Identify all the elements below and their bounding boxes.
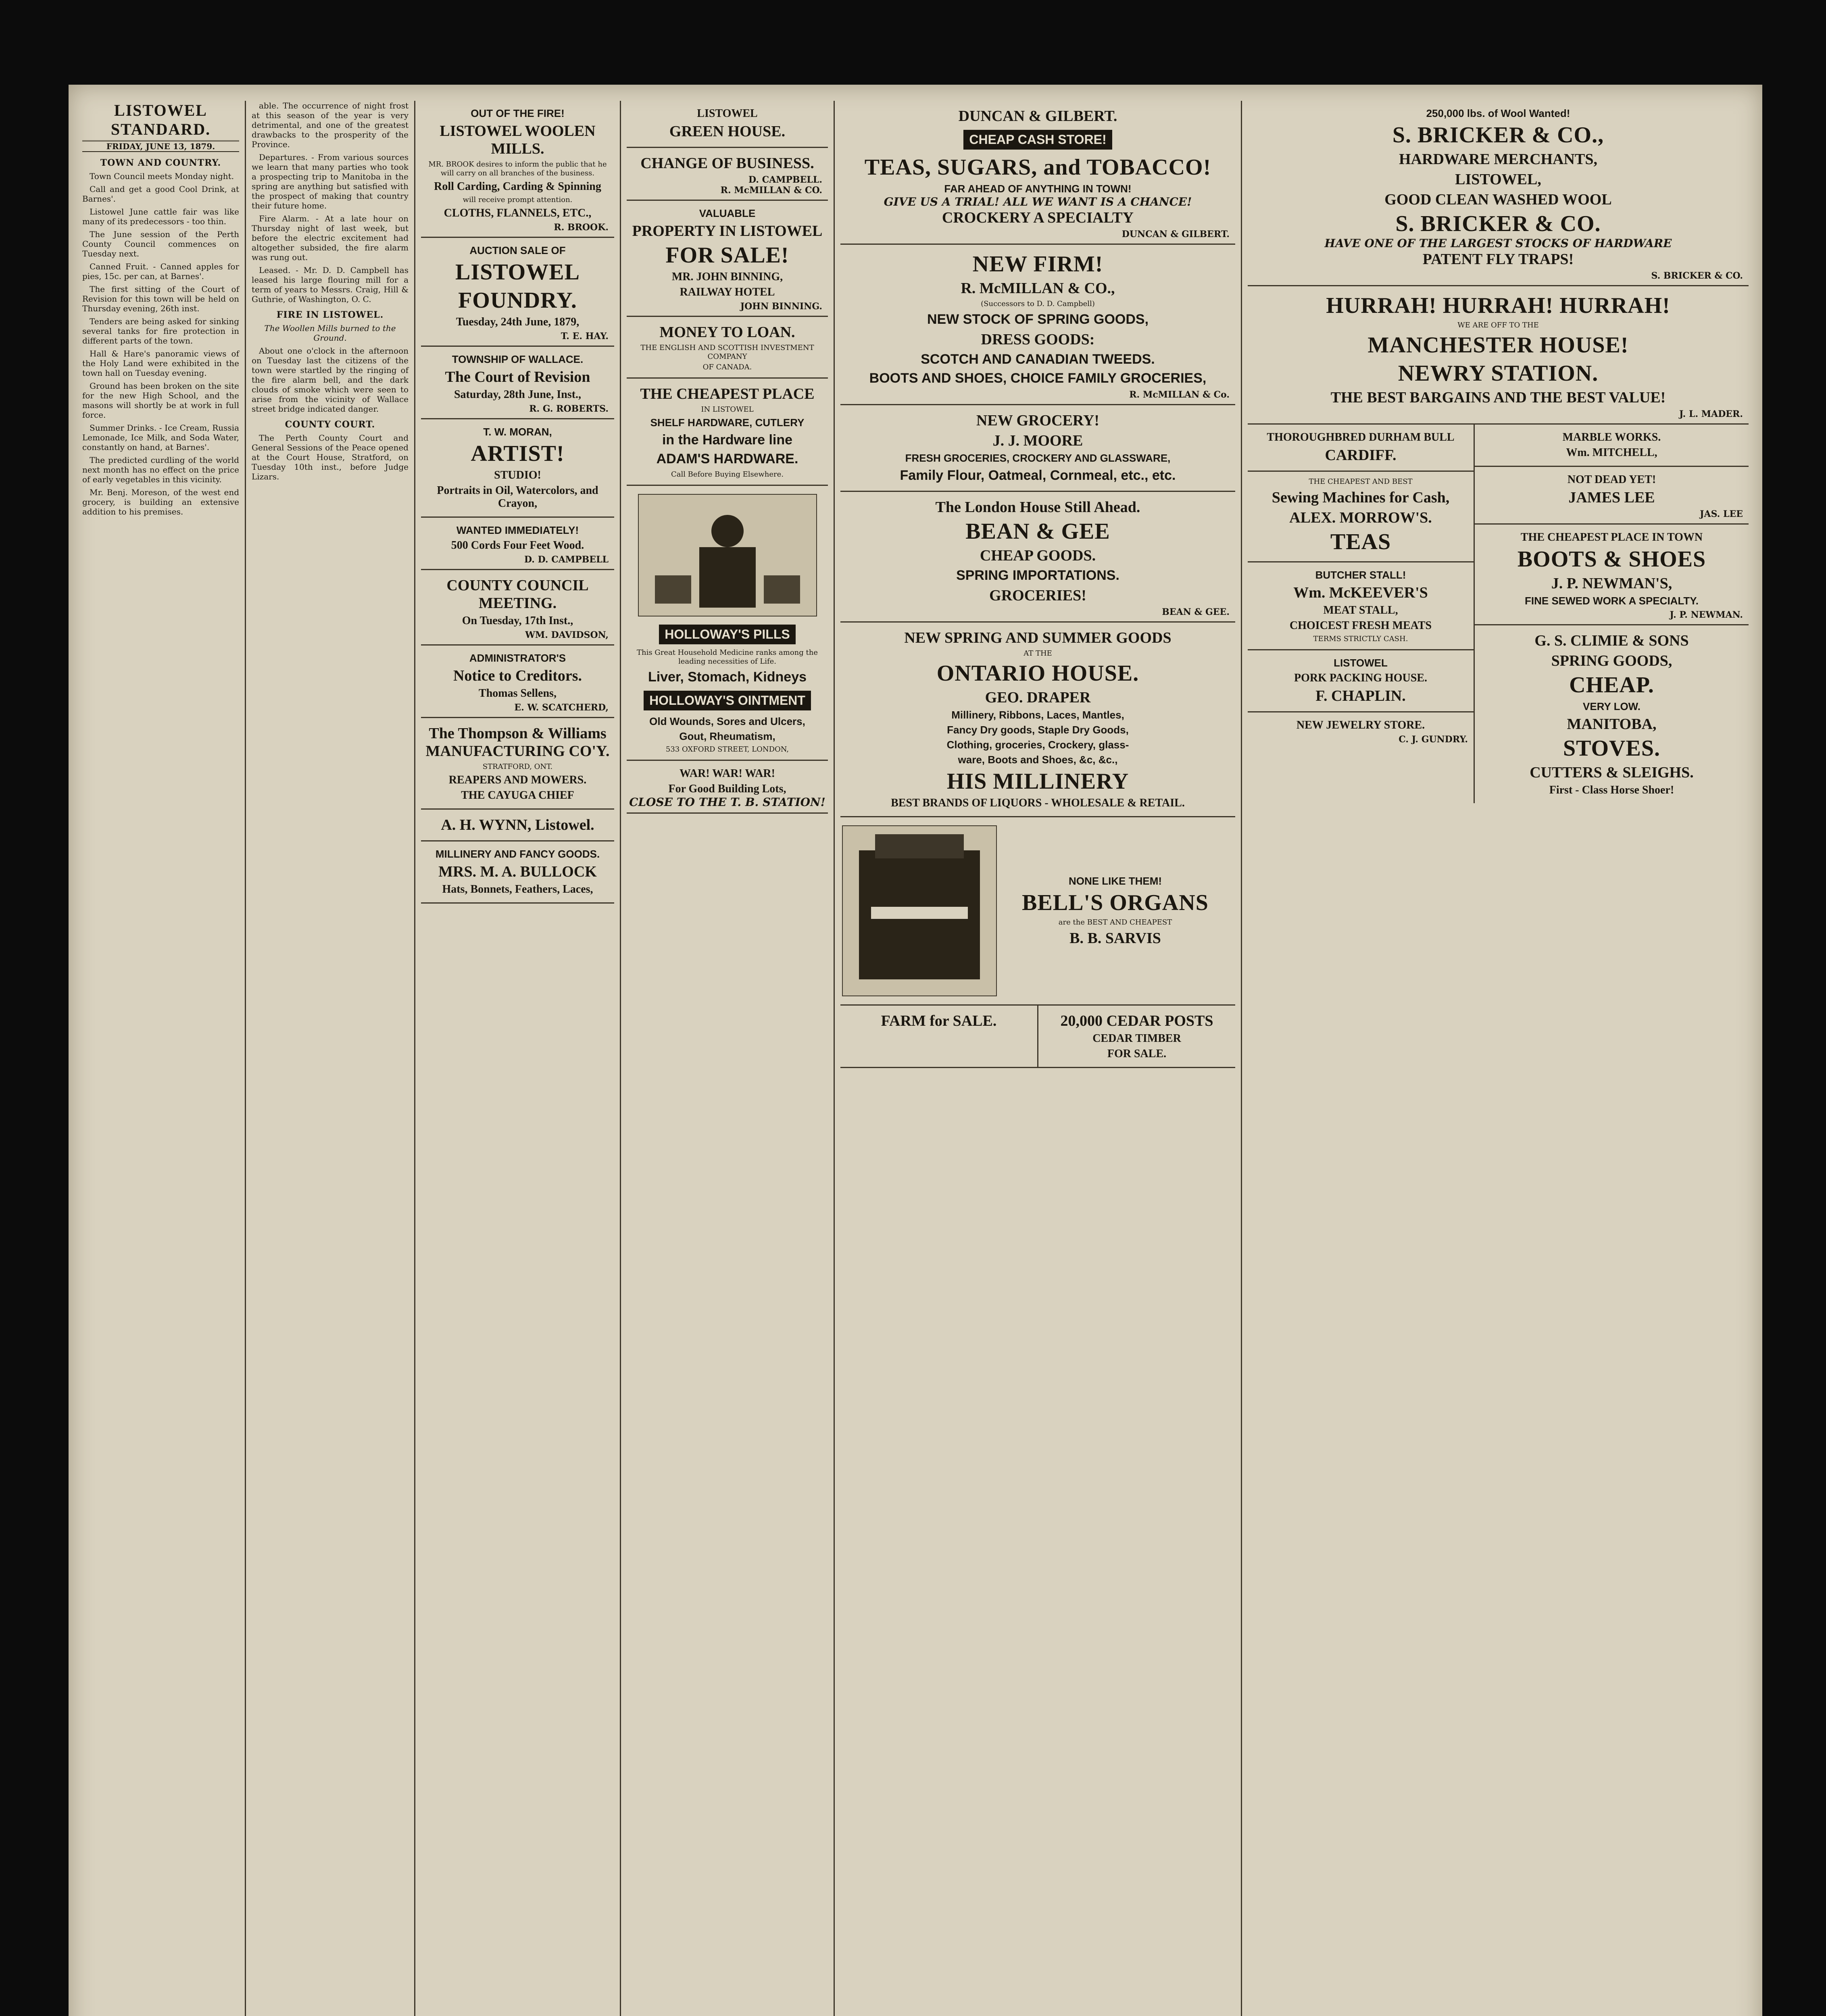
ad-title: 500 Cords Four Feet Wood. xyxy=(451,539,584,552)
ad-name: J. J. MOORE xyxy=(992,432,1083,449)
ad-title: The London House Still Ahead. xyxy=(935,499,1140,516)
ad-subtitle: BOOTS & SHOES xyxy=(1517,547,1706,572)
ad-text: NEW STOCK OF SPRING GOODS, xyxy=(927,312,1149,327)
ad-signature: D. D. CAMPBELL xyxy=(524,554,609,565)
ad-new-grocery xyxy=(840,405,1235,492)
news-paragraph: Departures. - From various sources we learn that many parties who took a prospecting trip to Manitoba in the spring are anything but satisfied with the prospect of making that country their future home. xyxy=(252,152,409,210)
ad-subtitle: FOR SALE. xyxy=(1107,1048,1167,1060)
ad-title: BELL'S ORGANS xyxy=(1022,890,1209,915)
ad-foundry xyxy=(421,238,614,347)
ad-text: CLOSE TO THE T. B. STATION! xyxy=(629,796,825,809)
ad-farm-sale xyxy=(840,1006,1038,1068)
ad-subtitle: REAPERS AND MOWERS. xyxy=(448,774,587,786)
ad-title: NEW GROCERY! xyxy=(976,412,1100,429)
ad-title: LISTOWEL xyxy=(697,107,758,120)
news-paragraph: Summer Drinks. - Ice Cream, Russia Lemonade, Ice Milk, and Soda Water, constantly on hand, at Barnes'. xyxy=(82,423,239,452)
ad-not-dead-yet xyxy=(1475,467,1749,525)
ad-climie xyxy=(1475,625,1749,803)
ad-title: HURRAH! HURRAH! HURRAH! xyxy=(1326,293,1670,318)
ad-pork-packing xyxy=(1248,650,1474,712)
ad-subtitle: HIS MILLINERY xyxy=(946,769,1129,794)
ad-woolen-mills xyxy=(421,101,614,238)
ad-london-house xyxy=(840,492,1235,623)
ad-subtitle: ONTARIO HOUSE. xyxy=(936,661,1139,686)
ad-title: The Thompson & Williams MANUFACTURING CO'Y. xyxy=(425,725,610,760)
ad-subtitle: FOR SALE! xyxy=(665,243,789,268)
ad-signature: J. P. NEWMAN. xyxy=(1670,610,1743,620)
ad-date: Tuesday, 24th June, 1879, xyxy=(456,316,579,328)
ad-signature: BEAN & GEE. xyxy=(1162,607,1230,617)
ad-subtitle: CLOTHS, FLANNELS, ETC., xyxy=(444,207,592,219)
ad-title: NEW SPRING AND SUMMER GOODS xyxy=(904,629,1171,646)
ad-text: ware, Boots and Shoes, &c, &c., xyxy=(958,754,1118,766)
news-paragraph: The first sitting of the Court of Revision for this town will be held on Thursday evening, 26th inst. xyxy=(82,284,239,313)
ad-text: MR. BROOK desires to inform the public that he will carry on all branches of the business. xyxy=(428,160,607,177)
ad-signature: R. McMILLAN & CO. xyxy=(720,185,822,196)
fire-subheading: The Woollen Mills burned to the Ground. xyxy=(264,323,396,343)
ad-text: SHELF HARDWARE, CUTLERY xyxy=(650,417,805,429)
ad-title: THE CHEAPEST PLACE IN TOWN xyxy=(1520,531,1703,544)
news-paragraph: Tenders are being asked for sinking several tanks for fire protection in different parts of the town. xyxy=(82,317,239,346)
ad-title: MEAT STALL, xyxy=(1323,604,1398,616)
ad-kicker: LISTOWEL xyxy=(1334,657,1388,669)
ad-title: 20,000 CEDAR POSTS xyxy=(1060,1012,1213,1029)
ad-title: FARM for SALE. xyxy=(881,1012,997,1029)
ad-title: A. H. WYNN, Listowel. xyxy=(441,816,594,833)
news-paragraph: The predicted curdling of the world next month has no effect on the price of early vegetables in this vicinity. xyxy=(82,455,239,484)
ad-signature: J. L. MADER. xyxy=(1679,409,1743,419)
ad-title: NEW FIRM! xyxy=(972,252,1103,277)
ad-title: G. S. CLIMIE & SONS xyxy=(1534,632,1689,649)
ad-signature: WM. DAVIDSON, xyxy=(525,630,609,640)
news-paragraph: able. The occurrence of night frost at this season of the year is very detrimental, and one of the greatest drawbacks to the prosperity of the Province. xyxy=(252,101,409,149)
ad-title: THOROUGHBRED DURHAM BULL xyxy=(1267,431,1455,444)
ad-butcher-stall xyxy=(1248,562,1474,650)
ad-text: SPRING IMPORTATIONS. xyxy=(956,568,1119,583)
news-paragraph: Mr. Benj. Moreson, of the west end grocery, is building an extensive addition to his premises. xyxy=(82,487,239,516)
ad-subtitle: CHEAP GOODS. xyxy=(980,547,1096,564)
ad-subtitle: TEAS, SUGARS, and TOBACCO! xyxy=(864,155,1211,180)
ad-subtitle: CHEAP. xyxy=(1569,673,1654,698)
ad-subtitle: CUTTERS & SLEIGHS. xyxy=(1530,764,1694,781)
ad-title: S. BRICKER & CO., xyxy=(1392,123,1604,148)
ad-name: MR. JOHN BINNING, xyxy=(671,271,783,283)
ad-text: FINE SEWED WORK A SPECIALTY. xyxy=(1525,595,1699,607)
ad-text: STRATFORD, ONT. xyxy=(482,762,553,771)
ad-subtitle: DRESS GOODS: xyxy=(981,331,1095,348)
ad-signature: R. G. ROBERTS. xyxy=(529,404,609,414)
ad-text: IN LISTOWEL xyxy=(701,405,754,414)
news-paragraph: Canned Fruit. - Canned apples for pies, 15c. per can, at Barnes'. xyxy=(82,262,239,281)
ad-money-loan xyxy=(627,317,828,379)
ad-signature: S. BRICKER & CO. xyxy=(1651,271,1743,281)
ad-war xyxy=(627,761,828,814)
ad-title: NOT DEAD YET! xyxy=(1567,473,1656,486)
news-paragraph: Hall & Hare's panoramic views of the Holy Land were exhibited in the town hall on Tuesday evening. xyxy=(82,349,239,378)
ad-title: MONEY TO LOAN. xyxy=(659,324,795,341)
ad-text: SCOTCH AND CANADIAN TWEEDS. xyxy=(921,352,1155,367)
ad-kicker: NONE LIKE THEM! xyxy=(1068,875,1162,887)
news-paragraph: Call and get a good Cool Drink, at Barnes'. xyxy=(82,184,239,204)
ad-subtitle: BEST BRANDS OF LIQUORS - WHOLESALE & RETAIL. xyxy=(891,797,1185,809)
ad-bricker xyxy=(1248,101,1749,286)
court-heading: COUNTY COURT. xyxy=(285,419,375,430)
organ-illustration xyxy=(842,825,997,996)
column-5 xyxy=(835,101,1242,2016)
ad-kicker: 250,000 lbs. of Wool Wanted! xyxy=(1426,107,1570,119)
ad-text: WE ARE OFF TO THE xyxy=(1457,321,1539,329)
ad-text: FRESH GROCERIES, CROCKERY AND GLASSWARE, xyxy=(905,452,1171,464)
ad-name: B. B. SARVIS xyxy=(1069,929,1161,947)
ad-text: FAR AHEAD OF ANYTHING IN TOWN! xyxy=(944,183,1132,195)
ad-text: Gout, Rheumatism, xyxy=(679,730,775,742)
ad-text: in the Hardware line xyxy=(662,432,793,448)
ad-jewelry-store xyxy=(1248,712,1474,749)
ad-text: THE ENGLISH AND SCOTTISH INVESTMENT COMPANY xyxy=(640,344,814,361)
ad-county-council xyxy=(421,570,614,646)
ad-kicker: VALUABLE xyxy=(699,207,756,219)
ad-title: PORK PACKING HOUSE. xyxy=(1294,672,1428,684)
ad-text: This Great Household Medicine ranks among the leading necessities of Life. xyxy=(637,648,818,666)
column-2 xyxy=(246,101,415,2016)
ad-text: ADAM'S HARDWARE. xyxy=(656,451,798,467)
ad-subtitle: THE CAYUGA CHIEF xyxy=(461,789,574,802)
ad-title: FOUNDRY. xyxy=(458,288,577,313)
news-paragraph: Fire Alarm. - At a late hour on Thursday night of last week, but before the electric excitement had altogether subsided, the fire alarm was rung out. xyxy=(252,214,409,262)
ad-title: WAR! WAR! WAR! xyxy=(680,767,775,780)
masthead-title: LISTOWEL STANDARD. xyxy=(82,101,239,142)
ad-newman xyxy=(1475,525,1749,625)
ad-subtitle: CEDAR TIMBER xyxy=(1092,1032,1181,1045)
ad-name: GEO. DRAPER xyxy=(985,689,1091,706)
news-paragraph: Ground has been broken on the site for the new High School, and the masons will shortly be at work in full force. xyxy=(82,381,239,420)
ad-subtitle: First - Class Horse Shoer! xyxy=(1549,784,1674,796)
ad-subtitle: NEWRY STATION. xyxy=(1398,361,1599,386)
ad-title: The Court of Revision xyxy=(445,369,590,385)
ad-subtitle: GROCERIES! xyxy=(989,587,1086,604)
ad-text: Family Flour, Oatmeal, Cornmeal, etc., etc. xyxy=(900,468,1176,483)
ad-text: Fancy Dry goods, Staple Dry Goods, xyxy=(947,724,1129,736)
ad-title: NEW JEWELRY STORE. xyxy=(1296,719,1425,731)
ad-bells-organs xyxy=(840,817,1235,1006)
ad-name: JAMES LEE xyxy=(1568,489,1655,506)
ad-name: Wm. MITCHELL, xyxy=(1566,446,1657,459)
ad-date: On Tuesday, 17th Inst., xyxy=(462,614,573,627)
ad-text: Portraits in Oil, Watercolors, and Crayon, xyxy=(437,484,598,510)
ad-kicker: AUCTION SALE OF xyxy=(469,244,566,256)
ad-subtitle: SPRING GOODS, xyxy=(1551,652,1672,669)
ad-kicker: ADMINISTRATOR'S xyxy=(469,652,566,664)
ad-text: are the BEST AND CHEAPEST xyxy=(1058,918,1172,927)
ad-signature: R. McMILLAN & Co. xyxy=(1129,389,1230,400)
ad-title: CHANGE OF BUSINESS. xyxy=(640,155,814,172)
ad-signature: E. W. SCATCHERD, xyxy=(514,702,609,713)
ad-text: Liver, Stomach, Kidneys xyxy=(648,669,807,685)
ad-signature: C. J. GUNDRY. xyxy=(1399,734,1468,745)
ad-name: J. P. NEWMAN'S, xyxy=(1551,575,1672,592)
ad-kicker: BUTCHER STALL! xyxy=(1315,569,1406,581)
ad-signature: T. E. HAY. xyxy=(561,331,609,342)
ad-change-business xyxy=(627,148,828,201)
ad-text: OF CANADA. xyxy=(702,363,752,371)
ad-ontario-house xyxy=(840,623,1235,817)
holloway-pills-banner: HOLLOWAY'S PILLS xyxy=(659,625,795,644)
ad-subtitle: Hats, Bonnets, Feathers, Laces, xyxy=(442,883,593,896)
column-3 xyxy=(415,101,621,2016)
ad-name: F. CHAPLIN. xyxy=(1315,687,1406,704)
ad-text: AT THE xyxy=(1023,649,1052,658)
ad-cheapest-place xyxy=(627,379,828,486)
holloway-ointment-banner: HOLLOWAY'S OINTMENT xyxy=(644,691,811,710)
column-4 xyxy=(621,101,835,2016)
ad-subtitle: THE BEST BARGAINS AND THE BEST VALUE! xyxy=(1330,389,1666,406)
ad-banner: CHEAP CASH STORE! xyxy=(963,130,1112,150)
ad-subtitle: HARDWARE MERCHANTS, xyxy=(1399,151,1597,168)
ad-holloway xyxy=(627,486,828,761)
ad-text: BOOTS AND SHOES, CHOICE FAMILY GROCERIES, xyxy=(869,371,1207,386)
fire-heading: FIRE IN LISTOWEL. xyxy=(276,310,384,320)
ad-signature: JOHN BINNING. xyxy=(740,301,822,312)
ad-bullock xyxy=(421,841,614,904)
ad-text: Clothing, groceries, Crockery, glass- xyxy=(946,739,1129,751)
news-paragraph: The June session of the Perth County Council commences on Tuesday next. xyxy=(82,229,239,258)
ad-durham-bull xyxy=(1248,425,1474,472)
ad-title: MRS. M. A. BULLOCK xyxy=(438,863,597,880)
ad-name: T. W. MORAN, xyxy=(483,426,552,438)
ad-name: Thomas Sellens, xyxy=(479,687,557,700)
ad-duncan-gilbert xyxy=(840,101,1235,245)
ad-thompson-williams xyxy=(421,718,614,810)
ad-title: THE CHEAPEST PLACE xyxy=(640,385,815,402)
news-paragraph: Leased. - Mr. D. D. Campbell has leased his large flouring mill for a term of years to Messrs. Craig, Hill & Guthrie, of Washington, O. C. xyxy=(252,265,409,304)
ad-title: DUNCAN & GILBERT. xyxy=(958,108,1117,125)
ad-subtitle: For Good Building Lots, xyxy=(668,783,786,795)
ad-subtitle: MANITOBA, xyxy=(1567,716,1657,733)
ad-name: ALEX. MORROW'S. xyxy=(1289,509,1432,526)
news-paragraph: Listowel June cattle fair was like many of its predecessors - too thin. xyxy=(82,207,239,226)
ad-new-firm xyxy=(840,245,1235,405)
ad-kicker: TOWNSHIP OF WALLACE. xyxy=(452,353,584,365)
ad-name: Wm. McKEEVER'S xyxy=(1293,584,1428,601)
ad-text: Old Wounds, Sores and Ulcers, xyxy=(649,715,805,727)
ad-signature: R. BROOK. xyxy=(554,222,609,233)
ad-property xyxy=(627,201,828,317)
ad-title: PROPERTY IN LISTOWEL xyxy=(632,223,823,240)
ad-subtitle: LISTOWEL, xyxy=(1455,171,1541,188)
news-paragraph: About one o'clock in the afternoon on Tuesday last the citizens of the town were startled by the ringing of the fire alarm bell, and the dark clouds of smoke which were seen to arise from the vicinity of Wallace street bridge indicated danger. xyxy=(252,346,409,414)
ad-kicker: OUT OF THE FIRE! xyxy=(471,107,565,119)
newspaper-page xyxy=(69,85,1762,2016)
column-1 xyxy=(77,101,246,2016)
ad-signature: JAS. LEE xyxy=(1700,509,1743,519)
masthead-date: FRIDAY, JUNE 13, 1879. xyxy=(82,142,239,152)
figure-illustration xyxy=(638,494,817,616)
section-heading: TOWN AND COUNTRY. xyxy=(100,158,221,168)
ad-kicker: MILLINERY AND FANCY GOODS. xyxy=(435,848,600,860)
ad-title: Notice to Creditors. xyxy=(453,667,582,684)
ad-court-revision xyxy=(421,347,614,419)
ad-subtitle: STUDIO! xyxy=(494,469,541,481)
ad-name: BEAN & GEE xyxy=(965,519,1110,544)
ad-name: R. McMILLAN & CO., xyxy=(961,280,1115,297)
ad-sewing-machines xyxy=(1248,472,1474,562)
ad-wood-wanted xyxy=(421,518,614,570)
ad-name: S. BRICKER & CO. xyxy=(1395,211,1601,236)
ad-hurrah xyxy=(1248,286,1749,425)
ad-subtitle: RAILWAY HOTEL xyxy=(680,286,775,298)
ad-text: will receive prompt attention. xyxy=(463,196,573,204)
ad-title: GREEN HOUSE. xyxy=(669,123,786,140)
news-paragraph: Town Council meets Monday night. xyxy=(90,171,234,181)
ad-text: (Successors to D. D. Campbell) xyxy=(981,300,1095,308)
ad-text: 533 OXFORD STREET, LONDON, xyxy=(665,745,789,754)
ad-title: COUNTY COUNCIL MEETING. xyxy=(446,577,589,612)
ad-title: Sewing Machines for Cash, xyxy=(1272,489,1450,506)
ad-subtitle: TEAS xyxy=(1330,529,1391,554)
ad-text: Call Before Buying Elsewhere. xyxy=(671,470,784,479)
ad-signature: D. CAMPBELL. xyxy=(748,175,822,185)
ad-marble-works xyxy=(1475,425,1749,467)
ad-administrator xyxy=(421,646,614,718)
ad-date: Saturday, 28th June, Inst., xyxy=(454,388,582,401)
ad-subtitle: GOOD CLEAN WASHED WOOL xyxy=(1384,191,1612,208)
ad-greenhouse xyxy=(627,101,828,148)
ad-text: TERMS STRICTLY CASH. xyxy=(1313,635,1408,643)
ad-wynn xyxy=(421,810,614,841)
ad-text: VERY LOW. xyxy=(1582,700,1641,712)
ad-title: ARTIST! xyxy=(471,441,565,466)
column-6 xyxy=(1242,101,1754,2016)
ad-subtitle: PATENT FLY TRAPS! xyxy=(1422,251,1574,268)
ad-title: LISTOWEL xyxy=(455,260,580,285)
ad-kicker: THE CHEAPEST AND BEST xyxy=(1309,477,1413,486)
ad-title: MARBLE WORKS. xyxy=(1562,431,1661,444)
ad-name: CARDIFF. xyxy=(1325,447,1397,464)
ad-kicker: WANTED IMMEDIATELY! xyxy=(456,524,579,536)
news-paragraph: The Perth County Court and General Sessions of the Peace opened at the Court House, Stratford, on Tuesday 10th inst., before Judge Lizars. xyxy=(252,433,409,481)
ad-subtitle: Roll Carding, Carding & Spinning xyxy=(434,180,601,193)
ad-cedar-posts xyxy=(1038,1006,1235,1068)
ad-subtitle: CHOICEST FRESH MEATS xyxy=(1289,619,1432,632)
ad-artist xyxy=(421,419,614,518)
ad-text: GIVE US A TRIAL! ALL WE WANT IS A CHANCE! xyxy=(884,195,1192,208)
ad-title: LISTOWEL WOOLEN MILLS. xyxy=(440,123,596,157)
ad-subtitle: CROCKERY A SPECIALTY xyxy=(942,209,1134,226)
ad-text: HAVE ONE OF THE LARGEST STOCKS OF HARDWARE xyxy=(1324,237,1672,250)
ad-text: Millinery, Ribbons, Laces, Mantles, xyxy=(951,709,1124,721)
ad-subtitle: STOVES. xyxy=(1563,736,1660,761)
ad-subtitle: MANCHESTER HOUSE! xyxy=(1367,333,1629,358)
ad-signature: DUNCAN & GILBERT. xyxy=(1121,229,1230,240)
